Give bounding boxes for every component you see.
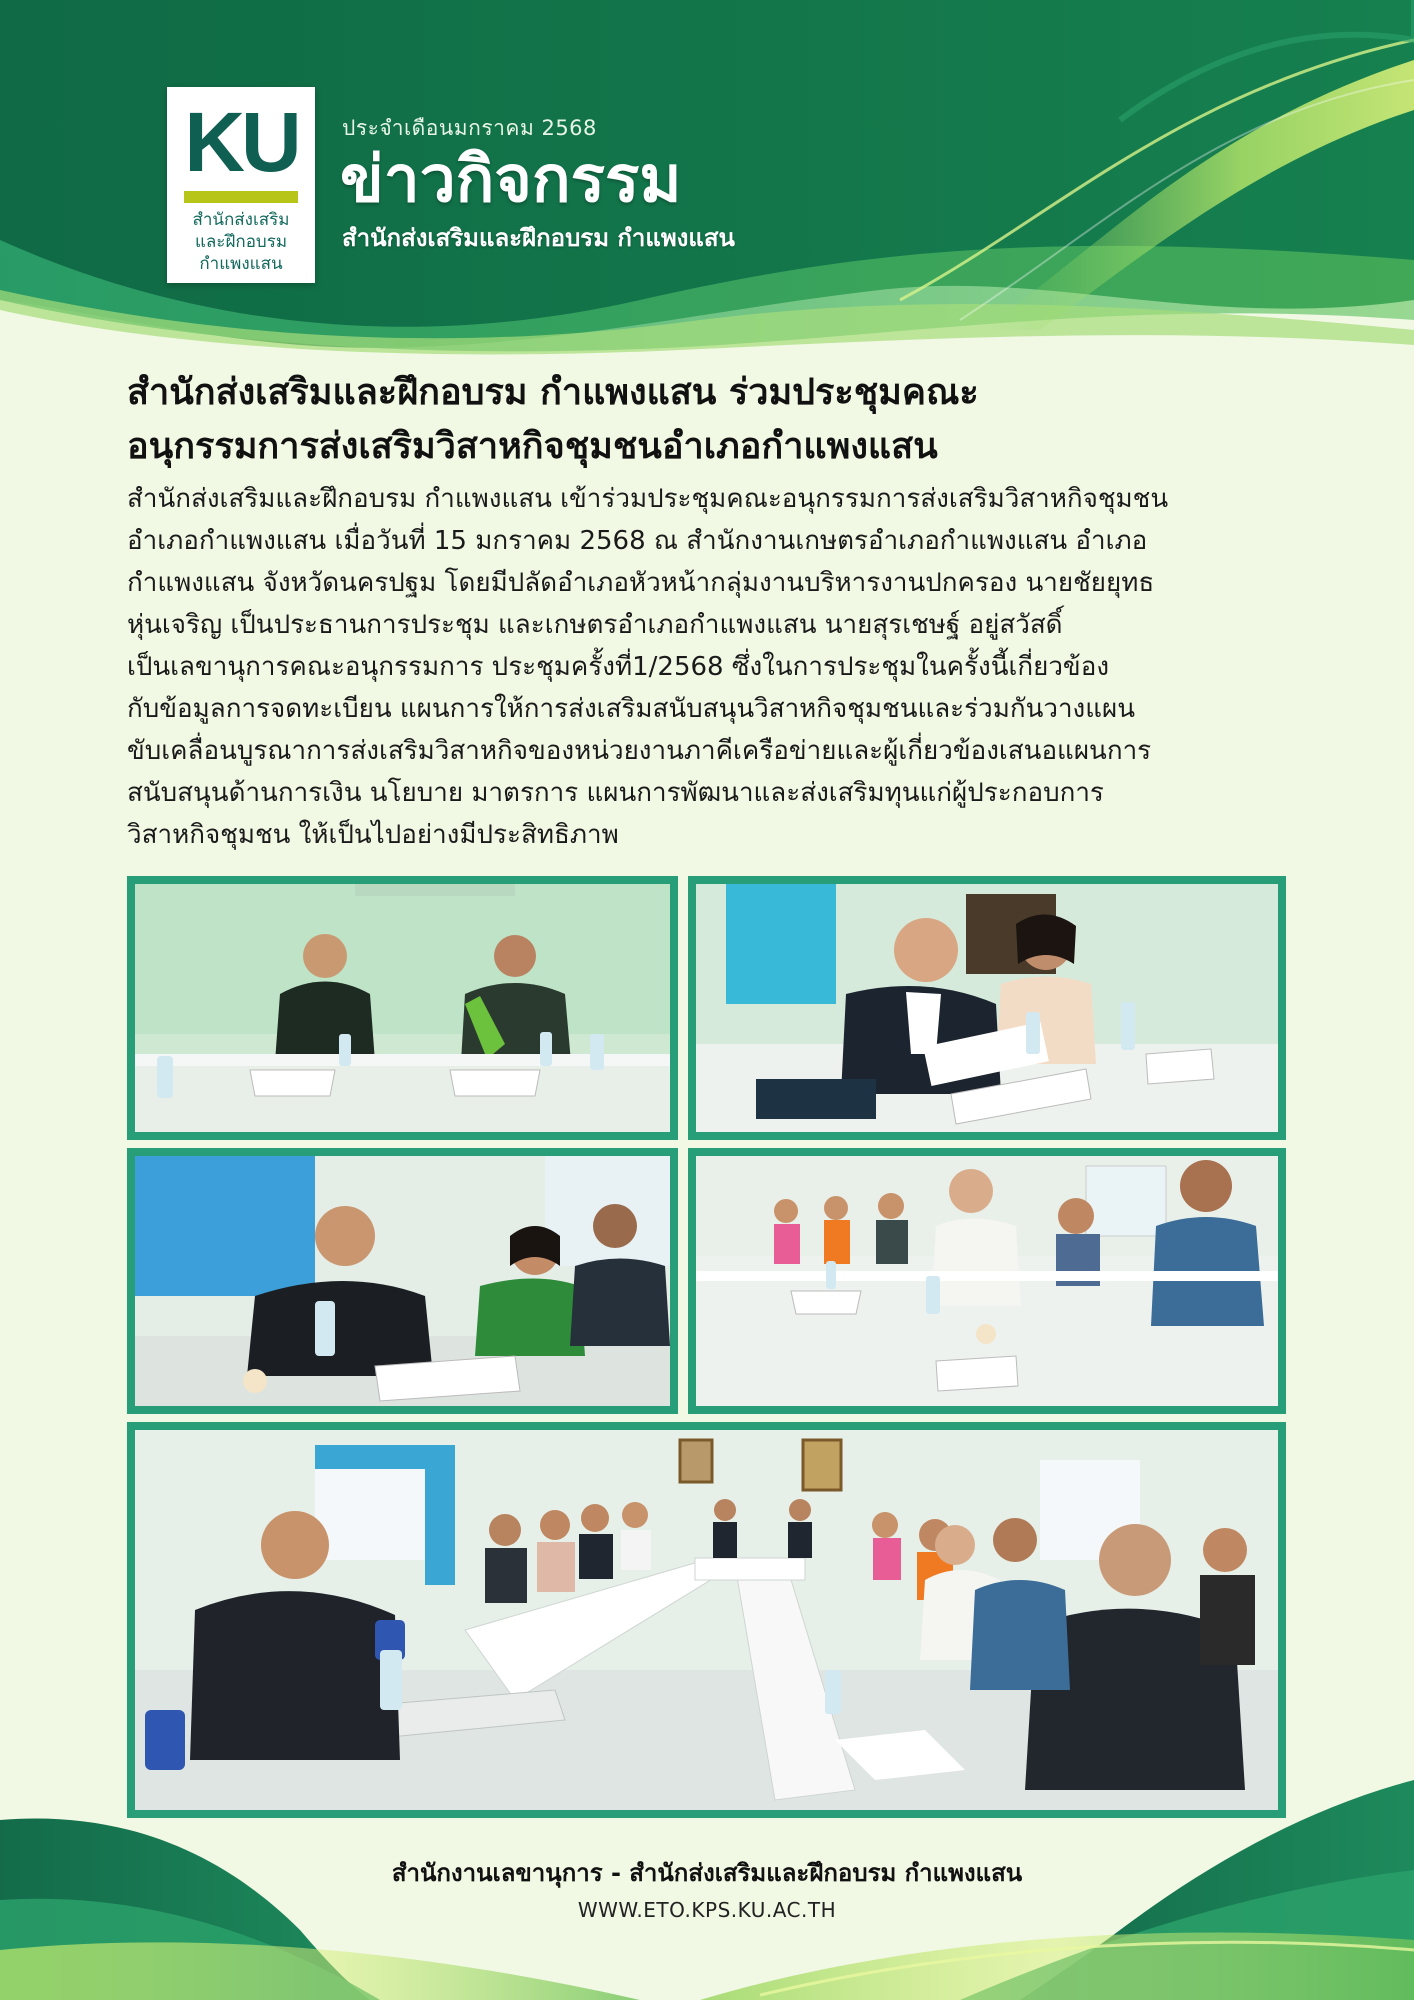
headline-line: อนุกรรมการส่งเสริมวิสาหกิจชุมชนอำเภอกำแพงแสน xyxy=(127,426,938,467)
body-line: เป็นเลขานุการคณะอนุกรรมการ ประชุมครั้งที่1/2568 ซึ่งในการประชุมในครั้งนี้เกี่ยวข้อง xyxy=(127,652,1110,682)
footer-office-name: สำนักงานเลขานุการ - สำนักส่งเสริมและฝึกอบรม กำแพงแสน xyxy=(391,1859,1023,1887)
meeting-photo-1 xyxy=(127,876,678,1140)
body-line: วิสาหกิจชุมชน ให้เป็นไปอย่างมีประสิทธิภาพ xyxy=(127,820,619,850)
body-line: อำเภอกำแพงแสน เมื่อวันที่ 15 มกราคม 2568 ณ สำนักงานเกษตรอำเภอกำแพงแสน อำเภอ xyxy=(127,526,1148,556)
masthead-subtitle: สำนักส่งเสริมและฝึกอบรม กำแพงแสน xyxy=(342,224,735,252)
issue-date: ประจำเดือนมกราคม 2568 xyxy=(342,116,597,140)
body-line: ขับเคลื่อนบูรณาการส่งเสริมวิสาหกิจของหน่วยงานภาคีเครือข่ายและผู้เกี่ยวข้องเสนอแผนการ xyxy=(127,736,1152,766)
logo-mark: KU xyxy=(184,95,298,189)
masthead-title: ข่าวกิจกรรม xyxy=(340,143,682,217)
logo-accent-bar xyxy=(184,191,298,203)
logo-line: และฝึกอบรม xyxy=(194,232,288,252)
article-body xyxy=(127,478,1299,856)
meeting-photo-5 xyxy=(127,1422,1286,1818)
header-banner xyxy=(0,0,1414,360)
article-headline xyxy=(127,366,1297,474)
body-line: กับข้อมูลการจดทะเบียน แผนการให้การส่งเสริมสนับสนุนวิสาหกิจชุมชนและร่วมกันวางแผน xyxy=(127,694,1136,724)
meeting-photo-2 xyxy=(688,876,1286,1140)
body-line: สำนักส่งเสริมและฝึกอบรม กำแพงแสน เข้าร่วมประชุมคณะอนุกรรมการส่งเสริมวิสาหกิจชุมชน xyxy=(127,484,1169,514)
logo-line: สำนักส่งเสริม xyxy=(192,210,290,230)
meeting-photo-4 xyxy=(688,1148,1286,1414)
logo-line: กำแพงแสน xyxy=(199,254,283,274)
body-line: กำแพงแสน จังหวัดนครปฐม โดยมีปลัดอำเภอหัวหน้ากลุ่มงานบริหารงานปกครอง นายชัยยุทธ xyxy=(127,568,1155,598)
meeting-photo-3 xyxy=(127,1148,678,1414)
body-line: หุ่นเจริญ เป็นประธานการประชุม และเกษตรอำเภอกำแพงแสน นายสุรเชษฐ์ อยู่สวัสดิ์ xyxy=(127,610,1063,640)
headline-line: สำนักส่งเสริมและฝึกอบรม กำแพงแสน ร่วมประชุมคณะ xyxy=(127,372,979,413)
body-line: สนับสนุนด้านการเงิน นโยบาย มาตรการ แผนการพัฒนาและส่งเสริมทุนแก่ผู้ประกอบการ xyxy=(127,778,1104,808)
footer-website-link[interactable]: WWW.ETO.KPS.KU.AC.TH xyxy=(577,1898,837,1922)
ku-logo xyxy=(167,87,315,283)
